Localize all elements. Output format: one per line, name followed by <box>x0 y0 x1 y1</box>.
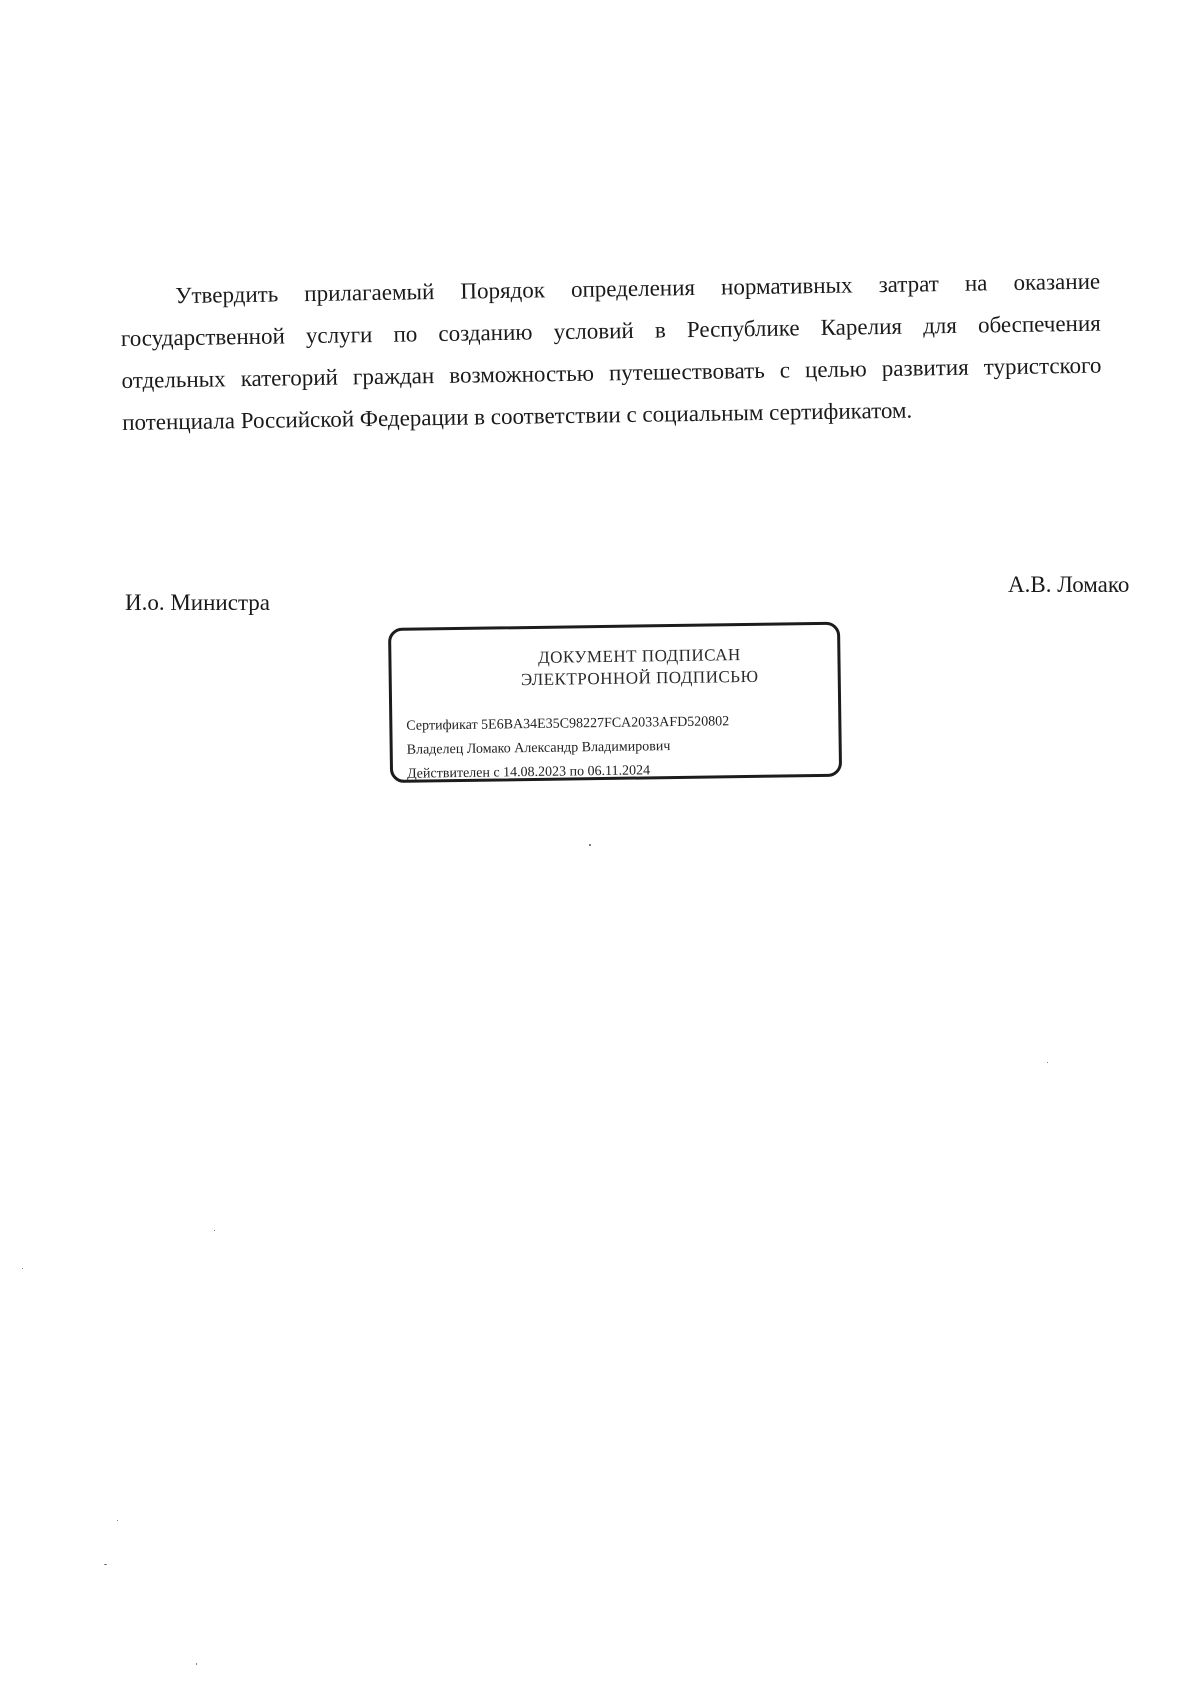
signer-name: А.В. Ломако <box>1008 572 1130 597</box>
scan-speck <box>589 844 591 846</box>
paragraph-line: потенциала Российской Федерации в соответствии с социальным сертификатом. <box>122 397 913 435</box>
paragraph-line: отдельных категорий граждан возможностью путешествовать с целью развития туристского <box>121 352 1102 393</box>
scan-speck <box>196 1663 197 1665</box>
stamp-details <box>406 710 730 787</box>
electronic-signature-stamp <box>388 622 842 783</box>
scan-speck <box>104 1564 107 1565</box>
scan-speck <box>22 1268 23 1269</box>
paragraph-line: Утвердить прилагаемый Порядок определения нормативных затрат на оказание <box>175 268 1101 309</box>
stamp-certificate: Сертификат 5E6BA34E35C98227FCA2033AFD520802 <box>406 714 730 734</box>
signer-title: И.о. Министра <box>125 590 270 615</box>
scan-speck <box>117 1520 118 1521</box>
scan-speck <box>1047 1062 1048 1063</box>
stamp-validity: Действителен с 14.08.2023 по 06.11.2024 <box>406 763 651 782</box>
stamp-owner: Владелец Ломако Александр Владимирович <box>406 739 671 758</box>
order-paragraph <box>120 267 1103 450</box>
stamp-title <box>391 643 838 693</box>
stamp-title-line: ДОКУМЕНТ ПОДПИСАН <box>537 645 741 667</box>
scan-speck <box>214 1230 215 1231</box>
paragraph-line: государственной услуги по созданию условий в Республике Карелия для обеспечения <box>120 310 1101 351</box>
stamp-title-line: ЭЛЕКТРОННОЙ ПОДПИСЬЮ <box>520 666 759 690</box>
